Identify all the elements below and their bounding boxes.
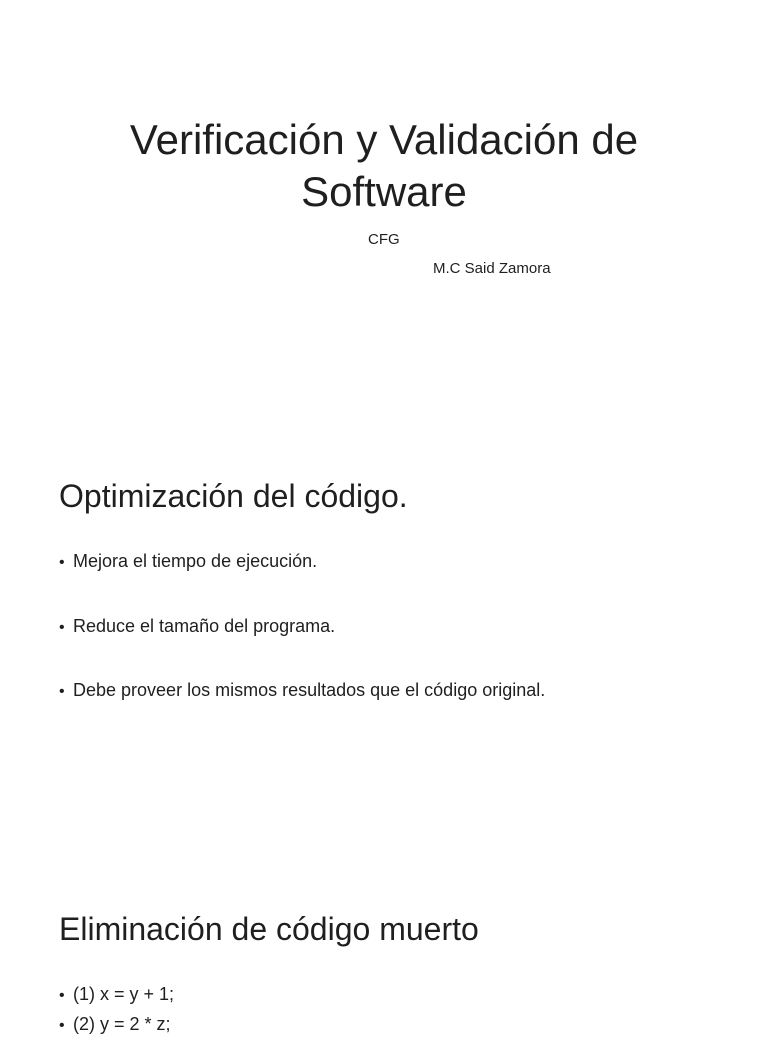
subtitle-cfg: CFG [368, 231, 400, 248]
list-item [59, 678, 545, 704]
dead-code-slide [0, 864, 768, 1034]
list-item-text: Debe proveer los mismos resultados que el código original. [73, 680, 546, 700]
list-item-text: Reduce el tamaño del programa. [73, 616, 336, 636]
slide-heading: Eliminación de código muerto [59, 911, 479, 947]
list-item-text: (2) y = 2 * z; [73, 1014, 171, 1034]
bullet-icon: • [59, 683, 65, 700]
bullet-icon: • [59, 1017, 65, 1034]
list-item [59, 982, 174, 1008]
subtitle-author: M.C Said Zamora [433, 260, 551, 277]
list-item-text: Mejora el tiempo de ejecución. [73, 551, 318, 571]
slide-title [0, 114, 768, 218]
list-item [59, 549, 317, 575]
title-slide [0, 0, 768, 432]
title-line-1: Verificación y Validación de [129, 116, 639, 163]
bullet-icon: • [59, 554, 65, 571]
bullet-icon: • [59, 619, 65, 636]
optimization-slide [0, 432, 768, 864]
slide-heading: Optimización del código. [59, 478, 408, 514]
bullet-icon: • [59, 987, 65, 1004]
list-item [59, 1012, 171, 1038]
title-line-2: Software [301, 168, 467, 215]
list-item [59, 614, 335, 640]
list-item-text: (1) x = y + 1; [73, 984, 175, 1004]
